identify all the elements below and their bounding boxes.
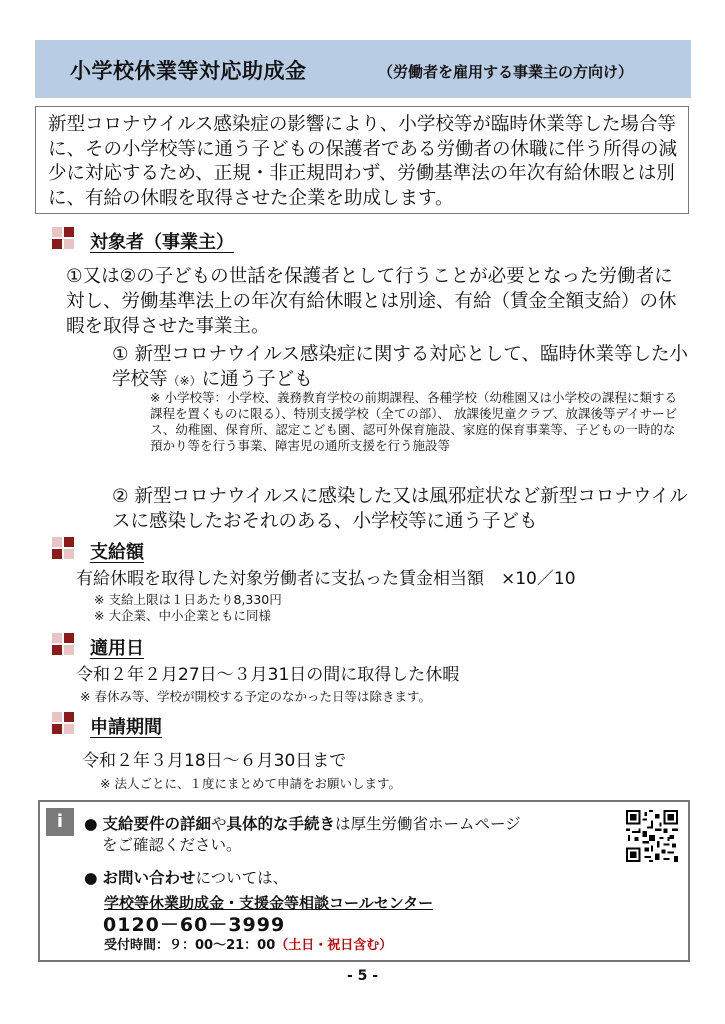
amount-note-1: ※ 支給上限は１日あたり8,330円 (94, 592, 282, 607)
section-marker-icon (52, 712, 74, 734)
date-body: 令和２年２月27日～３月31日の間に取得した休暇 (76, 665, 460, 685)
info-bullet-1: ● 支給要件の詳細や具体的な手続きは厚生労働省ホームページ (84, 815, 521, 833)
info-icon: i (46, 808, 74, 836)
section-marker-icon (52, 227, 74, 249)
amount-note-2: ※ 大企業、中小企業ともに同様 (94, 608, 271, 623)
section-marker-icon (52, 537, 74, 559)
call-center-name[interactable]: 学校等休業助成金・支援金等相談コールセンター (104, 894, 434, 912)
intro-text: 新型コロナウイルス感染症の影響により、小学校等が臨時休業等した場合等に、その小学校等に通う子どもの保護者である労働者の休職に伴う所得の減少に対応するため、正規・非正規問わず、労働基準法の年次有給休暇とは別に、有給の休暇を取得させた企業を助成します。 (48, 114, 678, 209)
phone-number[interactable]: 0120－60－3999 (103, 914, 286, 936)
amount-body: 有給休暇を取得した対象労働者に支払った賃金相当額 ×10／10 (76, 569, 576, 589)
section-heading-target: 対象者（事業主） (90, 232, 234, 253)
section-marker-icon (52, 633, 74, 655)
section-heading-amount: 支給額 (90, 542, 144, 563)
period-note: ※ 法人ごとに、１度にまとめて申請をお願いします。 (100, 776, 401, 791)
info-bullet-1-line2: をご確認ください。 (102, 836, 242, 854)
qr-code-icon[interactable] (626, 810, 678, 862)
target-item-2: ② 新型コロナウイルスに感染した又は風邪症状など新型コロナウイルスに感染したおそれのある、小学校等に通う子ども (112, 486, 688, 532)
info-bullet-2: ● お問い合わせについては、 (84, 869, 289, 887)
section-heading-date: 適用日 (90, 638, 144, 659)
target-body: ①又は②の子どもの世話を保護者として行うことが必要となった労働者に対し、労働基準法上の年次有給休暇とは別途、有給（賃金全額支給）の休暇を取得させた事業主。 (66, 266, 677, 337)
section-heading-period: 申請期間 (90, 717, 162, 738)
period-body: 令和２年３月18日～６月30日まで (82, 751, 347, 771)
page-subtitle: （労働者を雇用する事業主の方向け） (378, 63, 634, 81)
date-note: ※ 春休み等、学校が開校する予定のなかった日等は除きます。 (80, 689, 431, 704)
reception-hours: 受付時間：９：00～21：00（土日・祝日含む） (104, 938, 393, 953)
target-note: ※ 小学校等：小学校、義務教育学校の前期課程、各種学校（幼稚園又は小学校の課程に類する課程を置くものに限る）、特別支援学校（全ての部）、 放課後児童クラブ、放課後等デイサービス、幼稚園、保育所、認定こども園、認可外保育施設、家庭的保育事業等、子どもの一時的な預かり等を行う事業、障害児の通所支援を行う施設等 (150, 390, 678, 453)
page-title: 小学校休業等対応助成金 (70, 59, 307, 83)
page-number: - 5 - (346, 968, 379, 984)
target-item-1: ① 新型コロナウイルス感染症に関する対応として、臨時休業等した小学校等（※）に通う子ども (112, 344, 688, 390)
